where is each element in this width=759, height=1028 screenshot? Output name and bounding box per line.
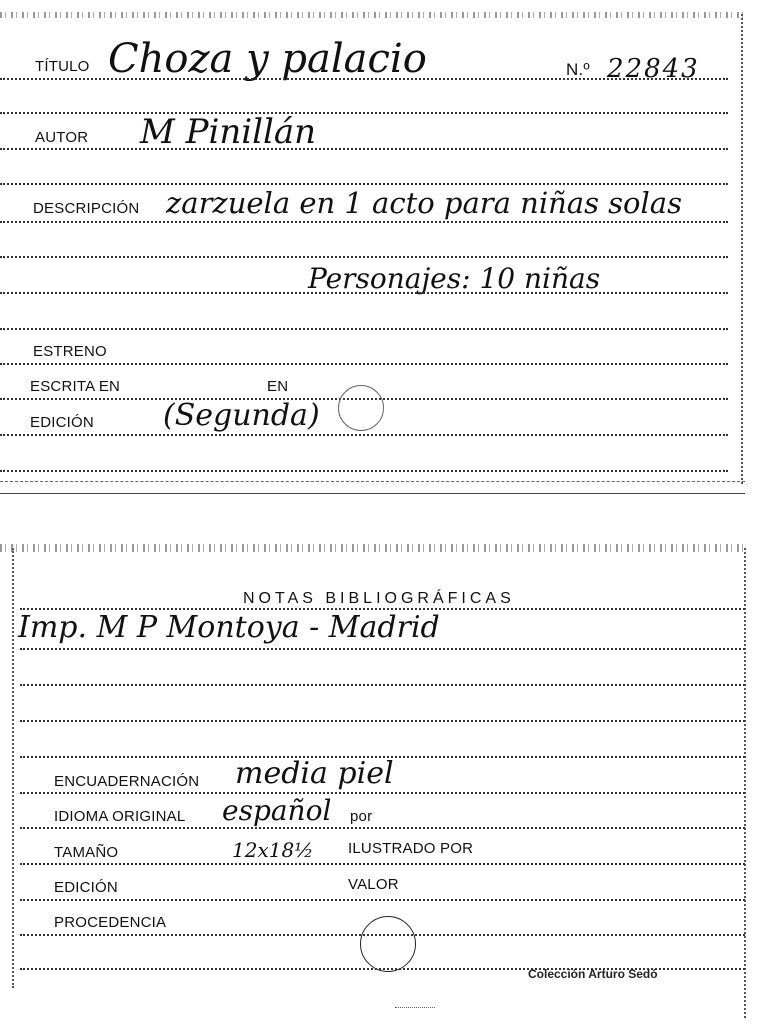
personajes-value: Personajes: 10 niñas	[308, 262, 601, 295]
escrita-en-label: ESCRITA EN	[30, 378, 121, 395]
top-card-right-edge	[741, 14, 743, 484]
estreno-line	[0, 363, 728, 365]
numero-label: N.º	[566, 60, 590, 79]
notas-line-3	[20, 720, 745, 722]
edicion-bottom-label: EDICIÓN	[54, 879, 118, 896]
titulo-label: TÍTULO	[35, 58, 90, 75]
autor-line	[0, 148, 728, 150]
idioma-value: español	[222, 794, 332, 827]
idioma-label: IDIOMA ORIGINAL	[54, 808, 186, 825]
edicion-top-label: EDICIÓN	[30, 414, 94, 431]
descripcion-line	[0, 221, 728, 223]
encuadernacion-line	[20, 792, 745, 794]
bottom-card	[0, 530, 759, 1028]
notas-line-1	[20, 648, 745, 650]
stamp-circle-bottom	[360, 916, 416, 972]
ilustrado-label: ILUSTRADO POR	[348, 840, 474, 857]
por-label: por	[350, 808, 373, 825]
bottom-edge-specks	[0, 544, 745, 552]
rule-2	[0, 183, 728, 185]
idioma-line	[20, 827, 745, 829]
notas-line-2	[20, 684, 745, 686]
top-card-separator	[0, 493, 745, 494]
encuadernacion-value: media piel	[235, 756, 394, 791]
top-edge-specks	[0, 12, 745, 18]
notas-value: Imp. M P Montoya - Madrid	[18, 610, 440, 645]
bottom-card-right-edge	[744, 548, 746, 1018]
en-label: EN	[267, 378, 289, 395]
tamano-label: TAMAÑO	[54, 844, 119, 861]
bottom-card-left-edge	[12, 548, 14, 988]
valor-label: VALOR	[348, 876, 399, 893]
rule-3	[0, 256, 728, 258]
autor-value: M Pinillán	[140, 112, 317, 152]
edicion-top-line	[0, 434, 728, 436]
edicion-top-value: (Segunda)	[163, 398, 320, 433]
top-card-bottom-dashes	[0, 481, 745, 482]
tamano-value: 12x18½	[232, 838, 314, 862]
numero-value: 22843	[607, 54, 700, 84]
bottom-tail-mark	[395, 1007, 435, 1008]
estreno-label: ESTRENO	[33, 343, 107, 360]
rule-4	[0, 292, 728, 294]
procedencia-label: PROCEDENCIA	[54, 914, 167, 931]
rule-6	[0, 470, 728, 472]
rule-1	[0, 112, 728, 114]
coleccion-footer: Colección Arturo Sedó	[528, 967, 658, 981]
stamp-circle-top	[338, 385, 384, 431]
titulo-value: Choza y palacio	[108, 36, 427, 82]
edicion-bottom-line	[20, 899, 745, 901]
descripcion-value: zarzuela en 1 acto para niñas solas	[166, 186, 682, 220]
top-card	[0, 0, 759, 495]
titulo-line	[0, 78, 728, 80]
autor-label: AUTOR	[35, 129, 89, 146]
encuadernacion-label: ENCUADERNACIÓN	[54, 773, 200, 790]
rule-5	[0, 328, 728, 330]
tamano-line	[20, 863, 745, 865]
descripcion-label: DESCRIPCIÓN	[33, 200, 140, 217]
notas-heading: NOTAS BIBLIOGRÁFICAS	[243, 590, 515, 607]
